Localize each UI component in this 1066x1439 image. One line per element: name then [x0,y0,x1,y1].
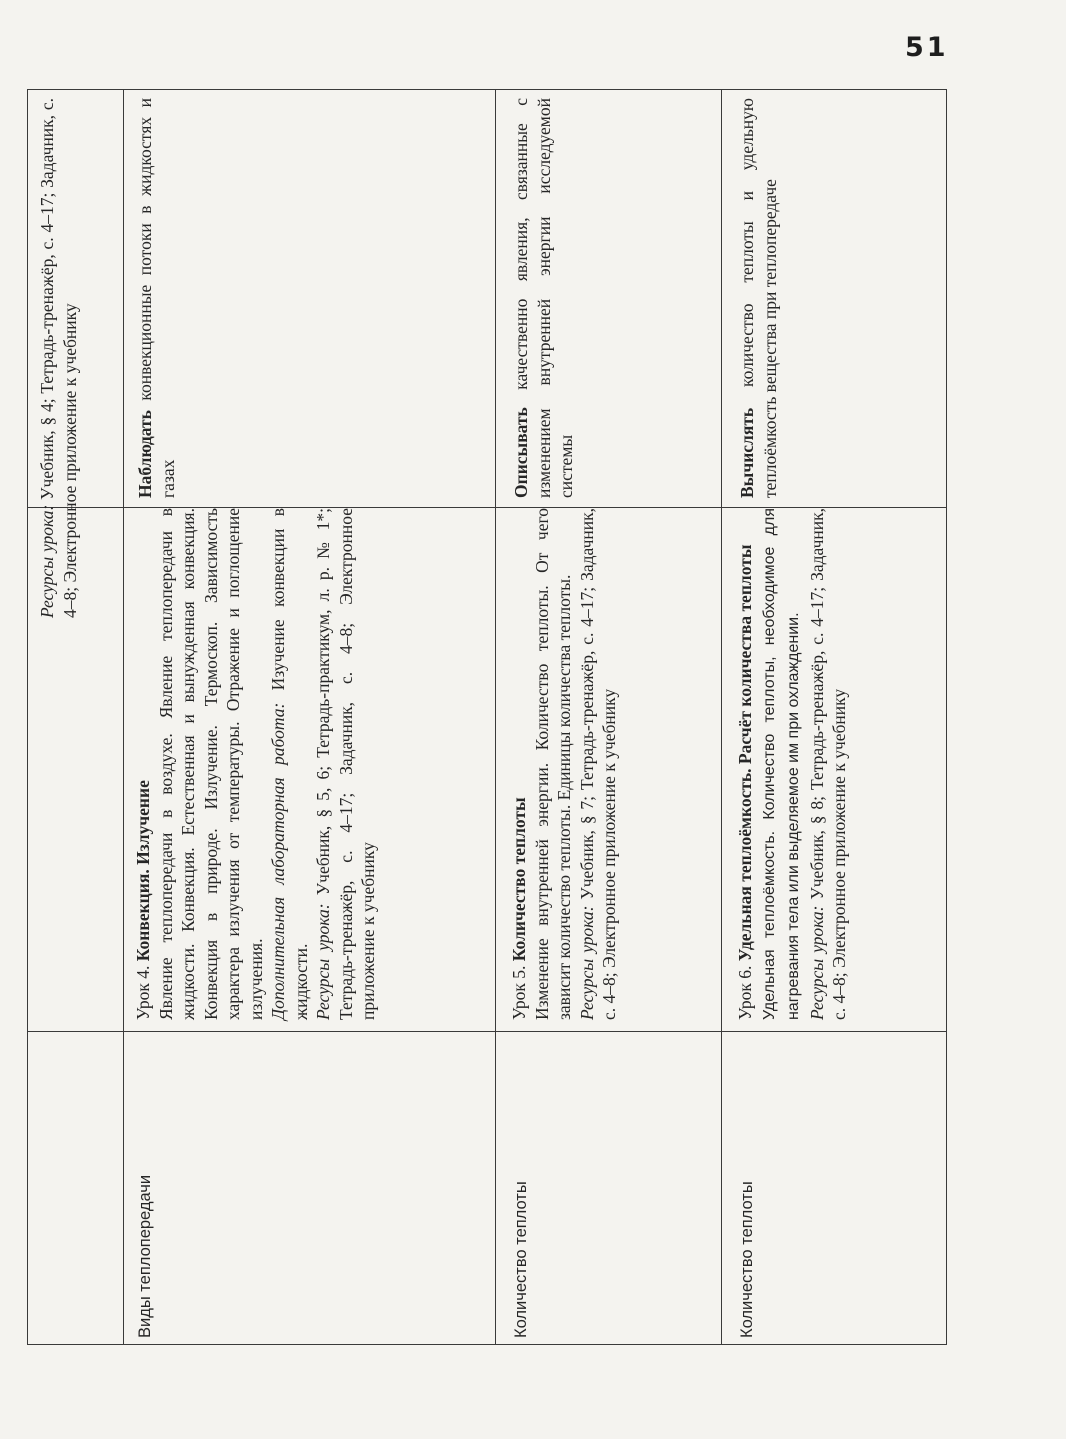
lesson-number: Урок 4. [133,965,153,1020]
topic-cell: Количество теплоты [738,1181,756,1338]
resources-text: Учебник, § 4; Тетрадь-тренажёр, с. 4–17; Задачник, с. 4–8; Электронное приложение к учебнику [37,98,80,618]
topic-cell: Количество теплоты [512,1181,530,1338]
table-row [123,90,495,1344]
lesson-title: Удельная теплоёмкость. Расчёт количества теплоты [735,544,755,962]
lesson-body: Удельная теплоёмкость. Количество теплоты, необходимое для нагревания тела или выделяемое им при охлаждении. [760,508,802,1020]
activity-cell [736,98,856,498]
activity-text: конвекционные потоки в жидкостях и газах [135,97,178,498]
resources-text: Учебник, § 8; Тетрадь-тренажёр, с. 4–17; Задачник, с. 4–8; Электронное приложение к учебнику [806,508,849,1020]
table-row [28,90,123,1344]
page-number: 51 [905,32,949,63]
lesson-table [27,89,947,1345]
lesson-cell [36,98,121,618]
activity-text: количество теплоты и удельную теплоёмкость вещества при теплопередаче [737,98,780,498]
resources-text: Учебник, § 5, 6; Тетрадь-практикум, л. р. № 1*; Тетрадь-тренажёр, с. 4–17; Задачник, с. 4–8; Электронное приложение к учебнику [313,508,378,1020]
lesson-title: Количество теплоты [509,797,529,962]
lesson-body: Изменение внутренней энергии. Количество теплоты. От чего зависит количество теплоты. Единицы количества теплоты. [531,508,574,1020]
lesson-cell [734,508,944,1020]
lesson-number: Урок 6. [735,965,755,1020]
activity-text: качественно явления, связанные с изменением внутренней энергии исследуемой системы [511,97,576,498]
table-row [495,90,721,1344]
table-row [721,90,947,1344]
activity-cell [134,98,254,498]
topic-cell: Виды теплопередачи [136,1174,154,1338]
resources-label: Ресурсы урока: [806,905,827,1020]
lesson-cell [132,508,492,1020]
extra-label: Дополнительная лабораторная работа: [268,702,288,1020]
activity-verb: Описывать [511,407,531,498]
resources-text: Учебник, § 7; Тетрадь-тренажёр, с. 4–17; Задачник, с. 4–8; Электронное приложение к учебнику [576,508,619,1020]
activity-cell [510,98,630,498]
lesson-body: Явление теплопередачи в воздухе. Явление теплопередачи в жидкости. Конвекция. Естественная и вынужденная конвекция. Конвекция в природе. Излучение. Термоскоп. Зависимость характера излучения от температуры. Отражение и поглощение излучения. [155,508,266,1020]
lesson-title: Конвекция. Излучение [133,780,153,962]
activity-verb: Вычислять [737,407,757,498]
resources-label: Ресурсы урока: [313,903,333,1020]
lesson-cell [508,508,718,1020]
activity-verb: Наблюдать [135,410,155,498]
resources-label: Ресурсы урока: [37,504,57,618]
extra-text: Изучение конвекции в жидкости. [268,508,311,1020]
lesson-number: Урок 5. [509,965,529,1020]
resources-label: Ресурсы урока: [576,905,597,1020]
